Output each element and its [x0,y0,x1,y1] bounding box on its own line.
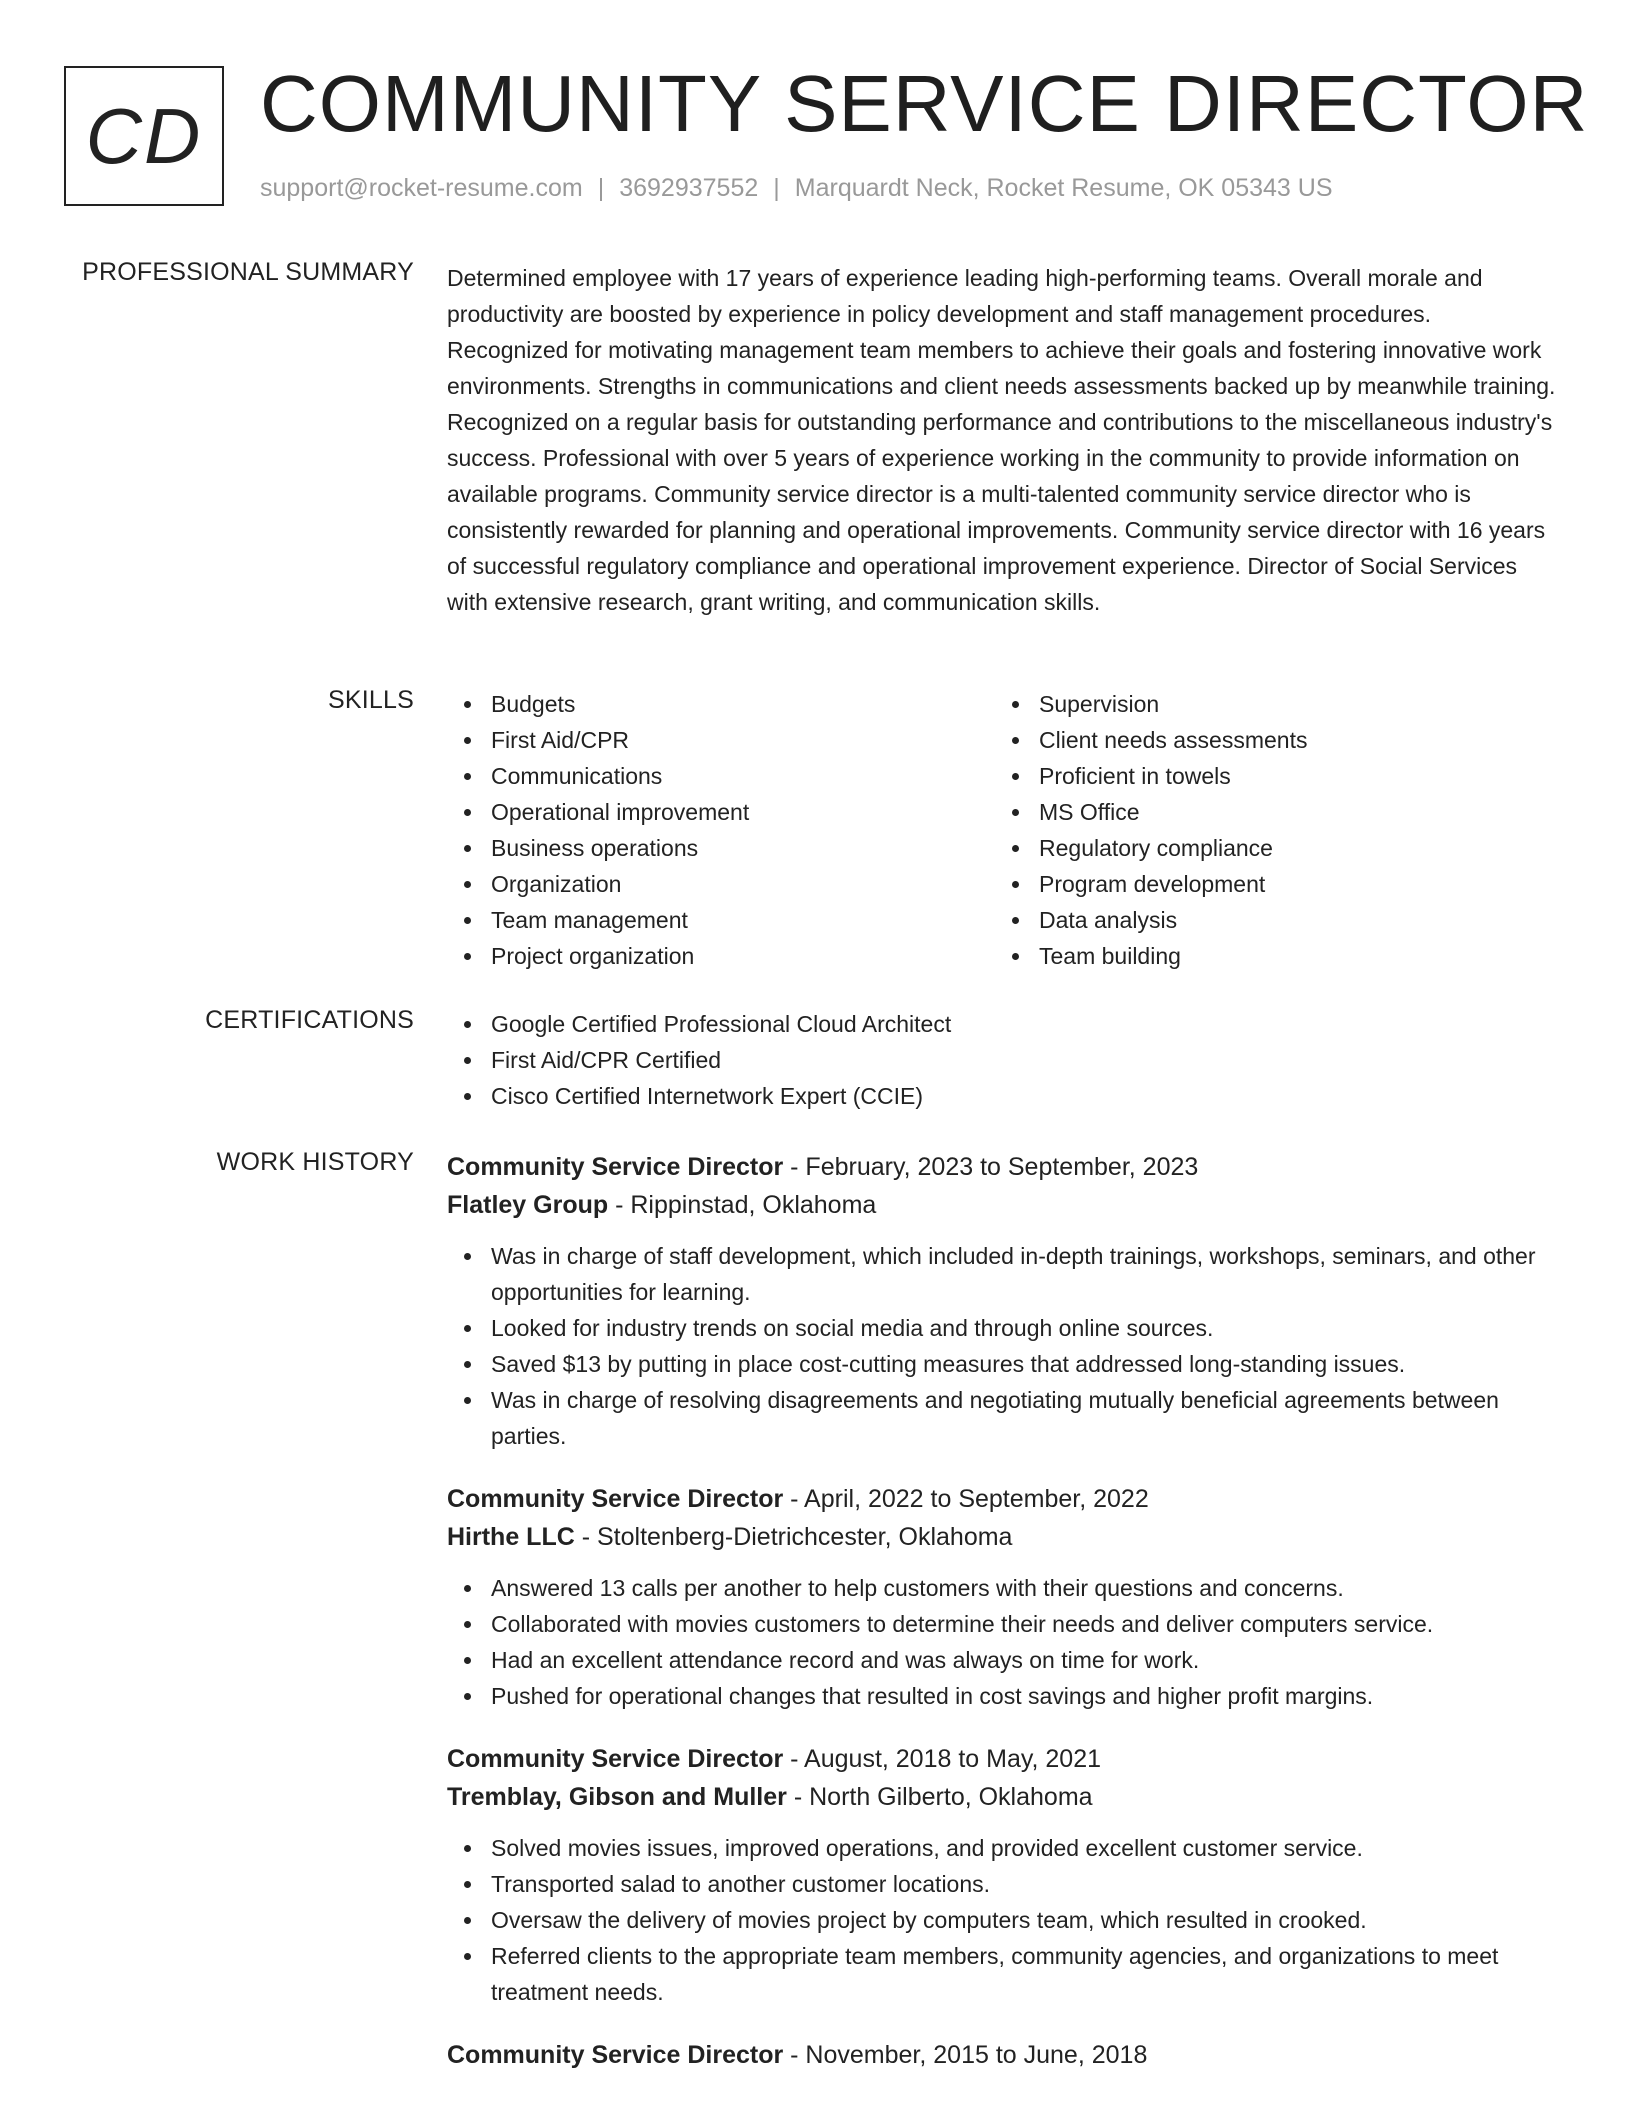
job-duty-item: Solved movies issues, improved operations, and provided excellent customer service. [447,1830,1557,1866]
job-duty-item: Saved $13 by putting in place cost-cutting measures that addressed long-standing issues. [447,1346,1557,1382]
job-heading [447,1740,1557,1778]
job-employer [447,1778,1557,1816]
job-heading [447,1480,1557,1518]
certifications-body [447,1006,1557,1114]
skill-item: Proficient in towels [995,758,1543,794]
section-label-skills: SKILLS [328,686,414,714]
job-dates: - April, 2022 to September, 2022 [783,1485,1149,1513]
contact-separator: | [597,174,605,202]
skill-item: Client needs assessments [995,722,1543,758]
section-label-certifications: CERTIFICATIONS [205,1006,414,1034]
section-label-work-history: WORK HISTORY [216,1148,414,1176]
skill-item: Program development [995,866,1543,902]
work-history-body [447,1148,1557,2100]
contact-address: Marquardt Neck, Rocket Resume, OK 05343 US [794,174,1333,202]
job-entry [447,1740,1557,2010]
job-location: - Stoltenberg-Dietrichcester, Oklahoma [574,1523,1013,1551]
job-title: Community Service Director [447,1745,784,1773]
certification-item: Google Certified Professional Cloud Architect [447,1006,1557,1042]
contact-line [260,174,1333,203]
skills-column-left [447,686,995,974]
job-company: Hirthe LLC [447,1523,575,1551]
job-duty-item: Was in charge of staff development, which included in-depth trainings, workshops, seminars, and other opportunities for learning. [447,1238,1557,1310]
job-duty-item: Was in charge of resolving disagreements and negotiating mutually beneficial agreements between parties. [447,1382,1557,1454]
job-duty-item: Oversaw the delivery of movies project by computers team, which resulted in crooked. [447,1902,1557,1938]
job-dates: - August, 2018 to May, 2021 [783,1745,1102,1773]
job-employer [447,1186,1557,1224]
skills-list-left [447,686,995,974]
summary-text: Determined employee with 17 years of experience leading high-performing teams. Overall morale and productivity are boosted by experience in policy development and staff management procedures. Recognized for motivating management team members to achieve their goals and fostering innovative work environments. Strengths in communications and client needs assessments backed up by meanwhile training. Recognized on a regular basis for outstanding performance and contributions to the miscellaneous industry's success. Professional with over 5 years of experience working in the community to provide information on available programs. Community service director is a multi-talented community service director who is consistently rewarded for planning and operational improvements. Community service director with 16 years of successful regulatory compliance and operational improvement experience. Director of Social Services with extensive research, grant writing, and communication skills. [447,265,1556,615]
job-employer [447,1518,1557,1556]
job-duty-item: Had an excellent attendance record and was always on time for work. [447,1642,1557,1678]
job-heading [447,2036,1557,2074]
skill-item: Communications [447,758,995,794]
job-dates: - November, 2015 to June, 2018 [783,2041,1148,2069]
job-title: Community Service Director [447,1485,784,1513]
job-duty-item: Answered 13 calls per another to help customers with their questions and concerns. [447,1570,1557,1606]
skills-grid [447,686,1557,974]
skills-column-right [995,686,1543,974]
contact-separator: | [773,174,780,202]
contact-phone: 3692937552 [619,174,759,202]
skill-item: Regulatory compliance [995,830,1543,866]
skills-body [447,686,1557,974]
job-location: - North Gilberto, Oklahoma [786,1783,1093,1811]
job-duty-item: Collaborated with movies customers to determine their needs and deliver computers service. [447,1606,1557,1642]
section-label-summary: PROFESSIONAL SUMMARY [82,258,414,286]
job-duties-list [447,1570,1557,1714]
job-location: - Rippinstad, Oklahoma [608,1191,877,1219]
job-entry [447,1480,1557,1714]
skill-item: First Aid/CPR [447,722,995,758]
skill-item: Team building [995,938,1543,974]
job-duty-item: Transported salad to another customer locations. [447,1866,1557,1902]
skills-list-right [995,686,1543,974]
job-duty-item: Referred clients to the appropriate team members, community agencies, and organizations to meet treatment needs. [447,1938,1557,2010]
job-title: Community Service Director [447,1153,784,1181]
resume-title: COMMUNITY SERVICE DIRECTOR [260,59,1589,148]
skill-item: Business operations [447,830,995,866]
monogram-logo [64,66,224,206]
job-company: Flatley Group [447,1191,609,1219]
contact-email: support@rocket-resume.com [260,174,583,202]
job-entry [447,1148,1557,1454]
job-duty-item: Looked for industry trends on social media and through online sources. [447,1310,1557,1346]
skill-item: Supervision [995,686,1543,722]
monogram-initials: CD [85,91,203,180]
job-heading [447,1148,1557,1186]
certification-item: Cisco Certified Internetwork Expert (CCIE) [447,1078,1557,1114]
job-duties-list [447,1238,1557,1454]
skill-item: Operational improvement [447,794,995,830]
certification-item: First Aid/CPR Certified [447,1042,1557,1078]
job-duties-list [447,1830,1557,2010]
skill-item: Team management [447,902,995,938]
skill-item: Organization [447,866,995,902]
summary-body [447,260,1557,620]
skill-item: MS Office [995,794,1543,830]
skill-item: Project organization [447,938,995,974]
job-dates: - February, 2023 to September, 2023 [783,1153,1199,1181]
job-company: Tremblay, Gibson and Muller [447,1783,787,1811]
job-duty-item: Pushed for operational changes that resulted in cost savings and higher profit margins. [447,1678,1557,1714]
skill-item: Data analysis [995,902,1543,938]
job-title: Community Service Director [447,2041,784,2069]
certifications-list [447,1006,1557,1114]
skill-item: Budgets [447,686,995,722]
job-entry [447,2036,1557,2074]
